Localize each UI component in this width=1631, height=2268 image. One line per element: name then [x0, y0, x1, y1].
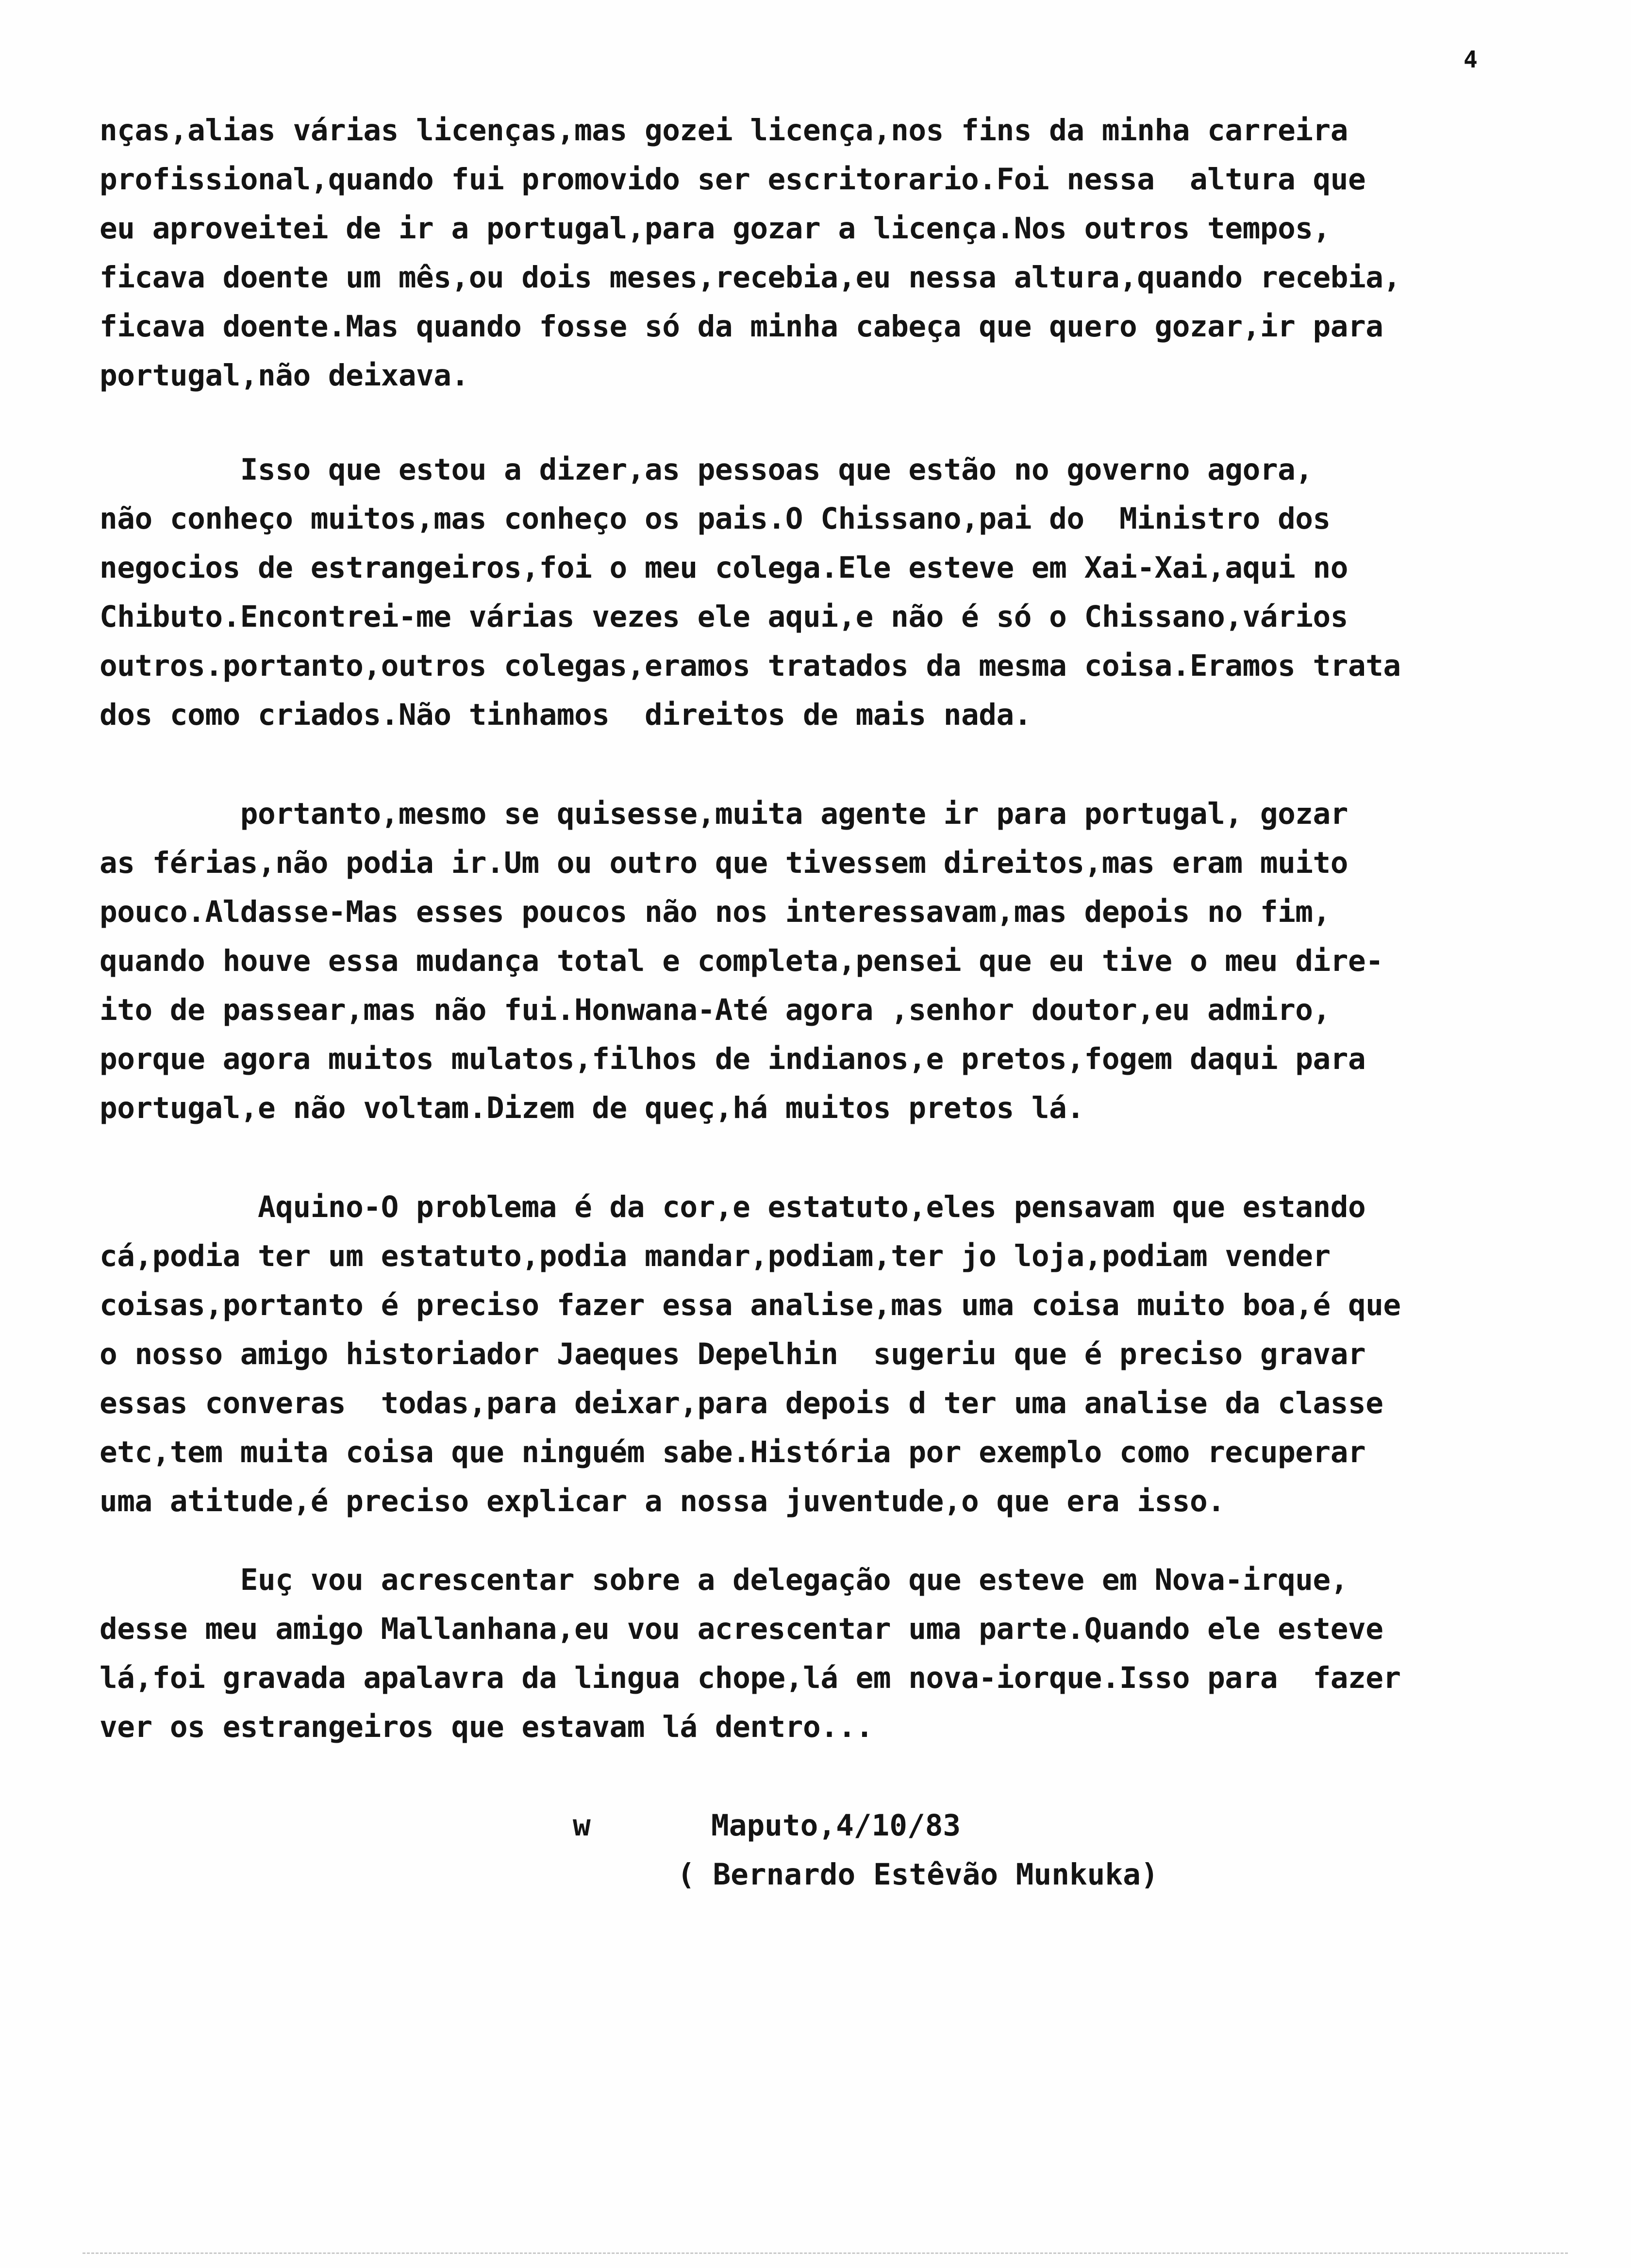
text-line: Isso que estou a dizer,as pessoas que estão no governo agora, [100, 452, 1313, 487]
text-line: as férias,não podia ir.Um ou outro que tivessem direitos,mas eram muito [100, 846, 1348, 880]
stray-mark: w [573, 1808, 591, 1843]
paragraph-3 [100, 789, 1575, 1133]
scan-edge-line [83, 2252, 1568, 2254]
author-name: ( Bernardo Estêvão Munkuka) [677, 1857, 1159, 1892]
text-line: ver os estrangeiros que estavam lá dentro... [100, 1710, 873, 1744]
place-date: Maputo,4/10/83 [711, 1808, 961, 1843]
paragraph-5 [100, 1555, 1575, 1751]
page-number: 4 [1464, 46, 1478, 73]
text-line: uma atitude,é preciso explicar a nossa juventude,o que era isso. [100, 1484, 1225, 1518]
text-line: eu aproveitei de ir a portugal,para gozar a licença.Nos outros tempos, [100, 211, 1331, 246]
text-line: lá,foi gravada apalavra da lingua chope,lá em nova-iorque.Isso para fazer [100, 1661, 1401, 1695]
text-line: Euç vou acrescentar sobre a delegação que esteve em Nova-irque, [100, 1563, 1348, 1597]
text-line: negocios de estrangeiros,foi o meu colega.Ele esteve em Xai-Xai,aqui no [100, 550, 1348, 585]
text-line: Chibuto.Encontrei-me várias vezes ele aqui,e não é só o Chissano,vários [100, 600, 1348, 634]
text-line: cá,podia ter um estatuto,podia mandar,podiam,ter jo loja,podiam vender [100, 1239, 1331, 1273]
text-line: essas converas todas,para deixar,para depois d ter uma analise da classe [100, 1386, 1383, 1420]
text-line: pouco.Aldasse-Mas esses poucos não nos interessavam,mas depois no fim, [100, 895, 1331, 929]
text-line: não conheço muitos,mas conheço os pais.O Chissano,pai do Ministro dos [100, 501, 1331, 536]
text-line: quando houve essa mudança total e completa,pensei que eu tive o meu dire- [100, 944, 1383, 978]
text-line: portugal,e não voltam.Dizem de queç,há muitos pretos lá. [100, 1091, 1084, 1125]
text-line: porque agora muitos mulatos,filhos de indianos,e pretos,fogem daqui para [100, 1042, 1366, 1076]
text-line: etc,tem muita coisa que ninguém sabe.História por exemplo como recuperar [100, 1435, 1366, 1469]
text-line: desse meu amigo Mallanhana,eu vou acrescentar uma parte.Quando ele esteve [100, 1612, 1383, 1646]
paragraph-4 [100, 1183, 1575, 1526]
text-line: profissional,quando fui promovido ser escritorario.Foi nessa altura que [100, 162, 1366, 197]
text-line: Aquino-O problema é da cor,e estatuto,eles pensavam que estando [100, 1190, 1366, 1224]
text-line: portanto,mesmo se quisesse,muita agente ir para portugal, gozar [100, 797, 1348, 831]
text-line: nças,alias várias licenças,mas gozei licença,nos fins da minha carreira [100, 113, 1348, 148]
text-line: coisas,portanto é preciso fazer essa analise,mas uma coisa muito boa,é que [100, 1288, 1401, 1322]
text-line: dos como criados.Não tinhamos direitos de mais nada. [100, 698, 1032, 732]
text-line: outros.portanto,outros colegas,eramos tratados da mesma coisa.Eramos trata [100, 649, 1401, 683]
text-line: ito de passear,mas não fui.Honwana-Até agora ,senhor doutor,eu admiro, [100, 993, 1331, 1027]
text-line: o nosso amigo historiador Jaeques Depelhin sugeriu que é preciso gravar [100, 1337, 1366, 1371]
paragraph-2 [100, 445, 1575, 739]
text-line: ficava doente um mês,ou dois meses,recebia,eu nessa altura,quando recebia, [100, 260, 1401, 295]
text-line: ficava doente.Mas quando fosse só da minha cabeça que quero gozar,ir para [100, 309, 1383, 344]
text-line: portugal,não deixava. [100, 358, 469, 393]
paragraph-1 [100, 106, 1575, 400]
